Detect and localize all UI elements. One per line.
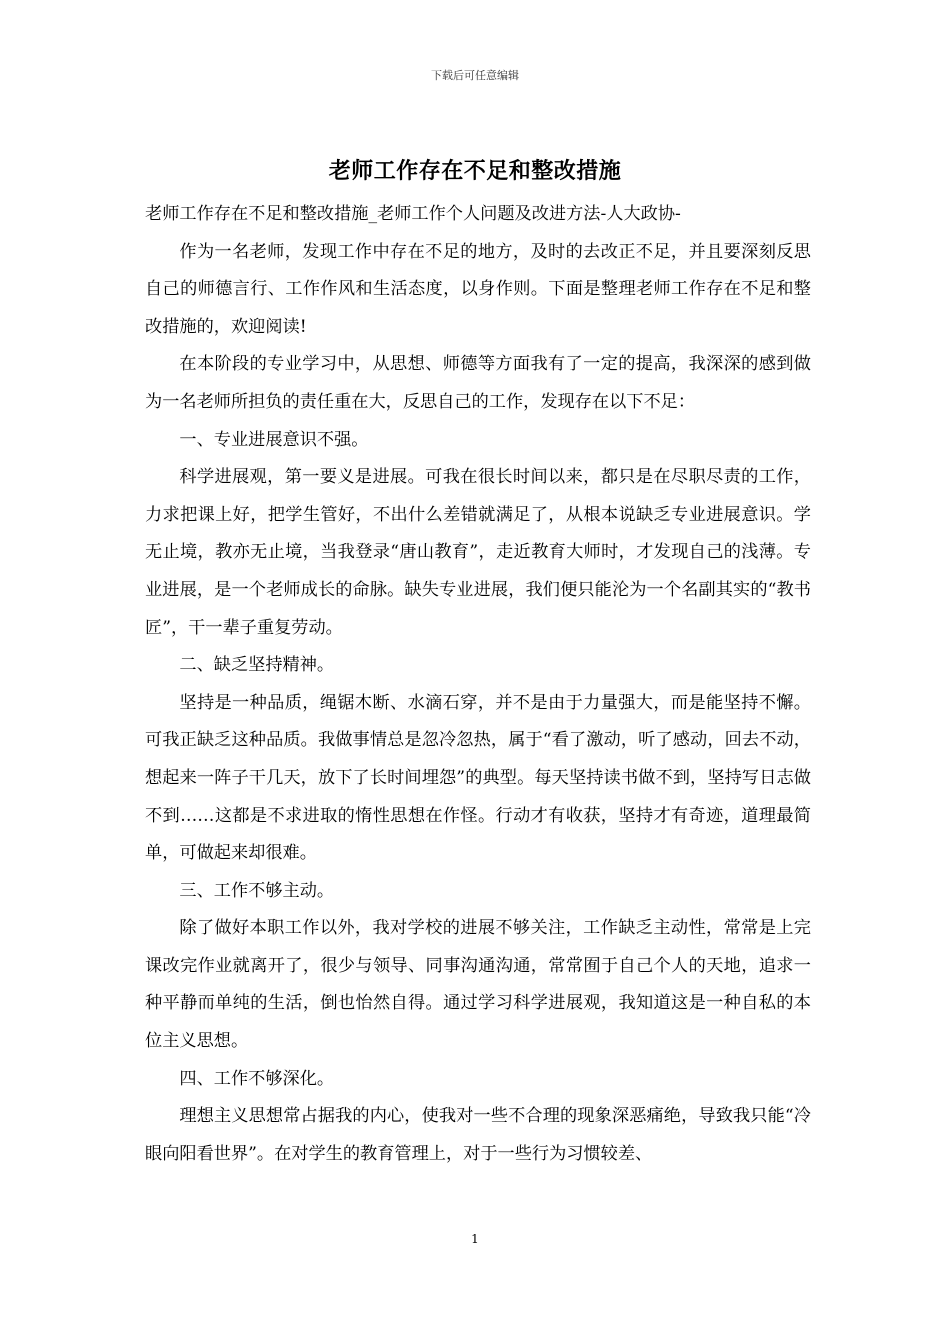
page-number: 1 bbox=[471, 1232, 479, 1246]
paragraph: 坚持是一种品质，绳锯木断、水滴石穿，并不是由于力量强大，而是能坚持不懈。可我正缺乏这种品质。我做事情总是忽冷忽热，属于“看了激动，听了感动，回去不动，想起来一阵子干几天，放下了长时间埋怨”的典型。每天坚持读书做不到，坚持写日志做不到……这都是不求进取的惰性思想在作怪。行动才有收获，坚持才有奇迹，道理最简单，可做起来却很难。 bbox=[145, 692, 811, 864]
section-heading: 一、专业进展意识不强。 bbox=[179, 429, 369, 450]
paragraph: 理想主义思想常占据我的内心，使我对一些不合理的现象深恶痛绝，导致我只能“冷眼向阳看世界”。在对学生的教育管理上，对于一些行为习惯较差、 bbox=[145, 1106, 811, 1164]
paragraph: 作为一名老师，发现工作中存在不足的地方，及时的去改正不足，并且要深刻反思自己的师德言行、工作作风和生活态度，以身作则。下面是整理老师工作存在不足和整改措施的，欢迎阅读! bbox=[145, 241, 811, 337]
paragraph: 除了做好本职工作以外，我对学校的进展不够关注，工作缺乏主动性，常常是上完课改完作业就离开了，很少与领导、同事沟通沟通，常常囿于自己个人的天地，追求一种平静而单纯的生活，倒也怡然自得。通过学习科学进展观，我知道这是一种自私的本位主义思想。 bbox=[145, 918, 811, 1052]
document-body bbox=[145, 196, 811, 1173]
paragraph: 在本阶段的专业学习中，从思想、师德等方面我有了一定的提高，我深深的感到做为一名老师所担负的责任重在大，反思自己的工作，发现存在以下不足： bbox=[145, 354, 811, 412]
section-heading: 四、工作不够深化。 bbox=[179, 1068, 335, 1089]
paragraph: 科学进展观，第一要义是进展。可我在很长时间以来，都只是在尽职尽责的工作，力求把课上好，把学生管好，不出什么差错就满足了，从根本说缺乏专业进展意识。学无止境，教亦无止境，当我登录“唐山教育”，走近教育大师时，才发现自己的浅薄。专业进展，是一个老师成长的命脉。缺失专业进展，我们便只能沦为一个名副其实的“教书匠”，干一辈子重复劳动。 bbox=[145, 467, 811, 638]
document-subtitle: 老师工作存在不足和整改措施_老师工作个人问题及改进方法-人大政协- bbox=[145, 204, 681, 224]
section-heading: 三、工作不够主动。 bbox=[179, 880, 335, 901]
document-title: 老师工作存在不足和整改措施 bbox=[328, 158, 622, 184]
section-heading: 二、缺乏坚持精神。 bbox=[179, 655, 335, 676]
page-header: 下载后可任意编辑 bbox=[431, 69, 519, 82]
